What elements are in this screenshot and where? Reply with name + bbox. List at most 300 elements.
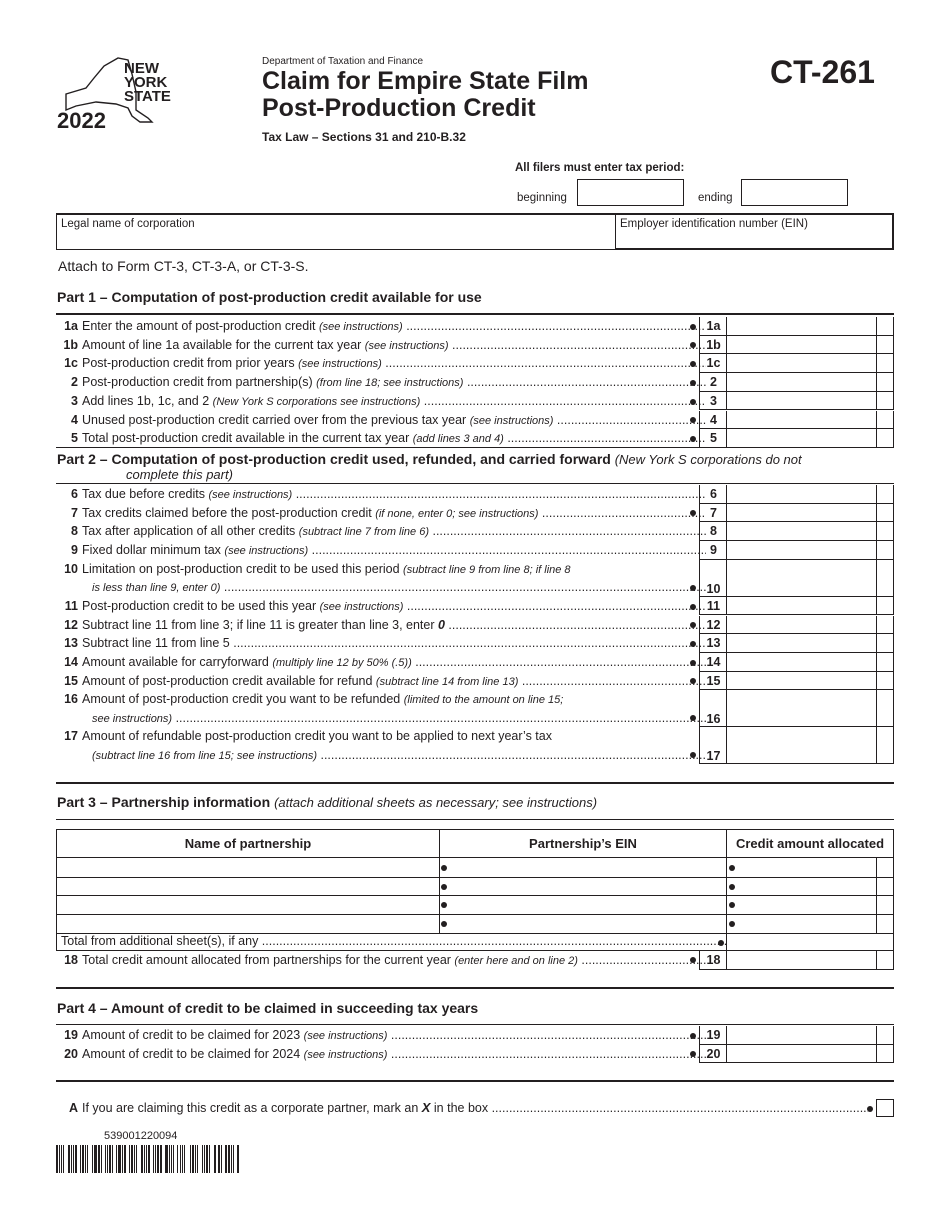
- barcode-number: 539001220094: [104, 1130, 178, 1142]
- barcode-bar: [155, 1145, 156, 1173]
- barcode-bar: [186, 1145, 189, 1173]
- state-logo-text: [124, 62, 184, 104]
- line-number: 14: [64, 654, 78, 669]
- line-12-amount-input[interactable]: [726, 616, 894, 635]
- line-number: 1c: [64, 356, 78, 371]
- line-13-amount-input[interactable]: [726, 634, 894, 653]
- line-note: (New York S corporations see instructions): [212, 395, 421, 408]
- barcode-bar: [136, 1145, 137, 1173]
- line-10-box-label: 10: [699, 560, 727, 597]
- barcode-bar: [148, 1145, 150, 1173]
- line-6-box-label: 6: [699, 485, 727, 504]
- barcode-bar: [73, 1145, 74, 1173]
- barcode-bar: [197, 1145, 198, 1173]
- line-note: (see instructions): [469, 414, 554, 427]
- barcode-bar: [134, 1145, 135, 1173]
- barcode-bar: [105, 1145, 106, 1173]
- line-text: Post-production credit to be used this year: [82, 598, 320, 613]
- cents-divider: [876, 672, 877, 691]
- barcode-bar: [206, 1145, 208, 1173]
- line-number: 1b: [63, 337, 78, 352]
- partnership-ein-input[interactable]: [439, 877, 727, 897]
- line-18-input[interactable]: [726, 951, 894, 970]
- line-note: (see instructions): [319, 600, 404, 613]
- barcode-bar: [71, 1145, 72, 1173]
- part3-top-rule: [56, 782, 894, 784]
- line-note: (see instructions): [303, 1048, 388, 1061]
- barcode-bar: [180, 1145, 182, 1173]
- line-number: 7: [71, 505, 78, 520]
- bullet-line-5: [690, 436, 696, 442]
- barcode-bar: [177, 1145, 178, 1173]
- line-number: 9: [71, 543, 78, 558]
- line-16-box-label: 16: [699, 690, 727, 727]
- cents-divider: [876, 877, 877, 896]
- cents-divider: [876, 914, 877, 933]
- line-number: 6: [71, 487, 78, 501]
- line-text: Post-production credit from partnership(s): [82, 375, 317, 390]
- line-17-box-label: 17: [699, 727, 727, 764]
- line-18-box-label: 18: [699, 951, 727, 970]
- barcode-bar: [225, 1145, 227, 1173]
- line-number: 4: [71, 412, 78, 427]
- line-16-continued: [56, 709, 706, 727]
- barcode-bar: [235, 1145, 236, 1173]
- form-title-line2: Post-Production Credit: [262, 94, 536, 122]
- part3-rule: [56, 819, 894, 820]
- cents-divider: [876, 634, 877, 653]
- partnership-name-input[interactable]: [56, 877, 440, 897]
- line-19-box-label: 19: [699, 1026, 727, 1045]
- line-a-letter: A: [68, 1101, 78, 1115]
- department-name: Department of Taxation and Finance: [262, 56, 424, 67]
- bullet-line-11: [690, 604, 696, 610]
- line-8-amount-input[interactable]: [726, 522, 894, 541]
- cents-divider: [876, 504, 877, 523]
- cents-divider: [876, 429, 877, 448]
- line-1c-amount-input[interactable]: [726, 354, 894, 373]
- line-number: 17: [64, 729, 78, 744]
- partnership-credit-input[interactable]: [726, 914, 894, 934]
- corporate-partner-checkbox[interactable]: [876, 1099, 894, 1117]
- line-note: (see instructions): [224, 545, 309, 558]
- line-note: (see instructions): [298, 358, 382, 371]
- line-number: 10: [64, 561, 78, 576]
- line-14-box-label: 14: [699, 653, 727, 672]
- line-18-number: 18: [64, 953, 78, 967]
- line-9-amount-input[interactable]: [726, 541, 894, 560]
- line-a-mark: X: [421, 1100, 431, 1115]
- line-20: [56, 1045, 706, 1063]
- barcode-bar: [109, 1145, 111, 1173]
- cents-divider: [876, 392, 877, 411]
- barcode-bar: [165, 1145, 168, 1173]
- attach-note: Attach to Form CT-3, CT-3-A, or CT-3-S.: [58, 258, 309, 274]
- cents-divider: [876, 373, 877, 392]
- total-additional-input[interactable]: [726, 933, 894, 951]
- line-note-continued: (subtract line 16 from line 15; see instructions): [92, 749, 317, 762]
- bullet-line-10: [690, 585, 696, 591]
- line-number: 15: [64, 673, 78, 688]
- line-number: 11: [64, 598, 78, 613]
- barcode-bar: [169, 1145, 170, 1173]
- line-text: Amount of line 1a available for the current tax year: [82, 337, 365, 352]
- partnership-name-input[interactable]: [56, 895, 440, 915]
- barcode-bar: [195, 1145, 196, 1173]
- line-3: [56, 392, 706, 410]
- line-5: [56, 429, 706, 447]
- line-text: Subtract line 11 from line 3; if line 11 is greater than line 3, enter: [82, 617, 438, 632]
- barcode-bar: [101, 1145, 102, 1173]
- cents-divider: [876, 895, 877, 914]
- line-text: Add lines 1b, 1c, and 2: [82, 393, 213, 408]
- tax-law-reference: Tax Law – Sections 31 and 210-B.32: [262, 130, 466, 144]
- barcode-bar: [122, 1145, 123, 1173]
- line-1a-box-label: 1a: [699, 317, 727, 336]
- line-18-note: (enter here and on line 2): [454, 955, 578, 967]
- line-20-box-label: 20: [699, 1045, 727, 1064]
- cents-divider: [876, 560, 877, 597]
- ein-field[interactable]: [615, 213, 894, 250]
- barcode-bar: [221, 1145, 222, 1173]
- cents-divider: [876, 1026, 877, 1045]
- line-note: (from line 18; see instructions): [316, 377, 464, 390]
- partnership-ein-input[interactable]: [439, 914, 727, 934]
- line-note-continued: is less than line 9, enter 0): [92, 582, 221, 595]
- line-note: (limited to the amount on line 15;: [403, 694, 564, 707]
- partnership-credit-input[interactable]: [726, 895, 894, 915]
- barcode-bar: [65, 1145, 67, 1173]
- line-17: [56, 727, 706, 745]
- barcode-bar: [92, 1145, 93, 1173]
- form-title-line1: Claim for Empire State Film: [262, 67, 589, 95]
- cents-divider: [876, 727, 877, 764]
- barcode-bar: [146, 1145, 147, 1173]
- barcode-bar: [103, 1145, 104, 1173]
- barcode-bar: [192, 1145, 194, 1173]
- cents-divider: [876, 690, 877, 727]
- line-text: Amount of post-production credit available for refund: [82, 673, 376, 688]
- line-12-box-label: 12: [699, 616, 727, 635]
- barcode-bar: [116, 1145, 117, 1173]
- barcode-bar: [153, 1145, 154, 1173]
- line-text: Tax due before credits: [82, 487, 209, 501]
- barcode-bar: [107, 1145, 109, 1173]
- bullet-line-14: [690, 660, 696, 666]
- barcode-bar: [204, 1145, 205, 1173]
- barcode-bar: [231, 1145, 232, 1173]
- bullet-ein: [441, 884, 447, 890]
- bullet-line-18: [690, 957, 696, 963]
- line-text: Amount of credit to be claimed for 2023: [82, 1028, 304, 1042]
- line-2-amount-input[interactable]: [726, 373, 894, 392]
- line-note: (subtract line 14 from line 13): [375, 675, 519, 688]
- tax-period-ending-label: ending: [698, 192, 733, 204]
- barcode-bar: [138, 1145, 140, 1173]
- bullet-line-1a: [690, 324, 696, 330]
- line-5-box-label: 5: [699, 429, 727, 448]
- line-number: 1a: [64, 319, 78, 333]
- line-6: [56, 485, 706, 503]
- part2-title-note2: complete this part): [126, 467, 233, 482]
- bullet-line-13: [690, 641, 696, 647]
- line-note: (add lines 3 and 4): [412, 433, 504, 446]
- part4-title: Part 4 – Amount of credit to be claimed in succeeding tax years: [57, 1000, 479, 1016]
- line-1a: [56, 317, 706, 335]
- line-text: Fixed dollar minimum tax: [82, 543, 225, 558]
- part2-title: [57, 451, 897, 467]
- tax-period-label: All filers must enter tax period:: [515, 162, 685, 174]
- cents-divider: [876, 541, 877, 560]
- bullet-total-additional: [718, 940, 724, 946]
- line-text: Amount of post-production credit you want to be refunded: [82, 692, 404, 707]
- line-note: (if none, enter 0; see instructions): [375, 507, 539, 520]
- barcode-bar: [131, 1145, 133, 1173]
- barcode-bar: [233, 1145, 234, 1173]
- line-text: Tax credits claimed before the post-production credit: [82, 505, 376, 520]
- line-note: (multiply line 12 by 50% (.5)): [272, 656, 412, 669]
- line-11: [56, 597, 706, 615]
- line-5-amount-input[interactable]: [726, 429, 894, 448]
- cents-divider: [876, 616, 877, 635]
- barcode: [56, 1145, 240, 1173]
- line-number: 12: [64, 617, 78, 632]
- line-text: Amount available for carryforward: [82, 654, 273, 669]
- line-6-amount-input[interactable]: [726, 485, 894, 504]
- line-4-amount-input[interactable]: [726, 411, 894, 430]
- part2-title-note: (New York S corporations do not: [614, 452, 802, 467]
- bullet-line-a: [867, 1106, 873, 1112]
- line-16-amount-input[interactable]: [726, 690, 894, 727]
- barcode-bar: [211, 1145, 213, 1173]
- line-text: Subtract line 11 from line 5: [82, 636, 234, 651]
- line-text: Enter the amount of post-production credit: [82, 319, 319, 333]
- cents-divider: [876, 522, 877, 541]
- line-number: 20: [64, 1046, 78, 1061]
- line-number: 19: [64, 1028, 78, 1042]
- col-header-partnership-ein: Partnership’s EIN: [439, 829, 727, 858]
- line-17-continued: [56, 746, 706, 764]
- cents-divider: [876, 411, 877, 430]
- barcode-bar: [124, 1145, 126, 1173]
- barcode-bar: [56, 1145, 58, 1173]
- state-logo-word: STATE: [124, 88, 171, 105]
- line-4: [56, 411, 706, 429]
- line-20-amount-input[interactable]: [726, 1045, 894, 1064]
- line-note: (see instructions): [303, 1030, 388, 1042]
- barcode-bar: [78, 1145, 79, 1173]
- tax-period-beginning-label: beginning: [517, 192, 567, 204]
- part2-title-text: Part 2 – Computation of post-production credit used, refunded, and carried forward: [57, 451, 611, 467]
- cents-divider: [876, 354, 877, 373]
- line-14-amount-input[interactable]: [726, 653, 894, 672]
- part3-title-text: Part 3 – Partnership information: [57, 794, 271, 810]
- barcode-bar: [160, 1145, 162, 1173]
- bullet-credit: [729, 884, 735, 890]
- line-8-box-label: 8: [699, 522, 727, 541]
- form-year: 2022: [57, 108, 106, 133]
- line-10-amount-input[interactable]: [726, 560, 894, 597]
- line-11-amount-input[interactable]: [726, 597, 894, 616]
- line-15-box-label: 15: [699, 672, 727, 691]
- line-number: 16: [64, 692, 78, 707]
- barcode-bar: [171, 1145, 172, 1173]
- legal-name-field[interactable]: [56, 213, 616, 250]
- line-note: (subtract line 9 from line 8; if line 8: [403, 563, 571, 576]
- line-number: 13: [64, 636, 78, 651]
- bullet-credit: [729, 865, 735, 871]
- barcode-bar: [218, 1145, 221, 1173]
- barcode-bar: [112, 1145, 113, 1173]
- barcode-bar: [144, 1145, 145, 1173]
- barcode-bar: [190, 1145, 191, 1173]
- barcode-bar: [89, 1145, 91, 1173]
- partnership-name-input[interactable]: [56, 914, 440, 934]
- barcode-bar: [199, 1145, 201, 1173]
- state-logo-word: YORK: [124, 74, 168, 91]
- barcode-bar: [202, 1145, 203, 1173]
- line-number: 8: [71, 524, 78, 539]
- cents-divider: [876, 485, 877, 504]
- partnership-credit-input[interactable]: [726, 877, 894, 897]
- line-14: [56, 653, 706, 671]
- partnership-ein-input[interactable]: [439, 858, 727, 878]
- line-1b-amount-input[interactable]: [726, 336, 894, 355]
- barcode-bar: [184, 1145, 185, 1173]
- part1-rule: [56, 313, 894, 315]
- line-note: (see instructions): [208, 489, 293, 501]
- bullet-line-2: [690, 380, 696, 386]
- barcode-bar: [98, 1145, 100, 1173]
- line-4-box-label: 4: [699, 411, 727, 430]
- line-1c-box-label: 1c: [699, 354, 727, 373]
- barcode-bar: [68, 1145, 70, 1173]
- line-3-amount-input[interactable]: [726, 392, 894, 411]
- line-15-amount-input[interactable]: [726, 672, 894, 691]
- line-10: [56, 560, 706, 578]
- line-7-box-label: 7: [699, 504, 727, 523]
- barcode-bar: [215, 1145, 216, 1173]
- barcode-bar: [82, 1145, 84, 1173]
- barcode-bar: [209, 1145, 210, 1173]
- line-12: [56, 616, 706, 634]
- line-13-box-label: 13: [699, 634, 727, 653]
- line-19-amount-input[interactable]: [726, 1026, 894, 1045]
- ein-label: Employer identification number (EIN): [620, 218, 808, 230]
- line-18: [56, 951, 706, 969]
- line-1b: [56, 336, 706, 354]
- barcode-bar: [129, 1145, 130, 1173]
- line-9-box-label: 9: [699, 541, 727, 560]
- line-1a-amount-input[interactable]: [726, 317, 894, 336]
- barcode-bar: [141, 1145, 144, 1173]
- line-note: (see instructions): [364, 339, 449, 352]
- line-a-top-rule: [56, 1080, 894, 1082]
- line-number: 5: [71, 431, 78, 446]
- part3-title: [57, 794, 597, 810]
- part1-title: Part 1 – Computation of post-production credit available for use: [57, 289, 482, 305]
- line-number: 2: [71, 375, 78, 390]
- line-10-continued: [56, 578, 706, 596]
- line-note: 0: [437, 617, 445, 632]
- barcode-bar: [157, 1145, 159, 1173]
- part4-rule: [56, 1024, 894, 1025]
- tax-period-ending-input[interactable]: [741, 179, 848, 206]
- barcode-bar: [151, 1145, 152, 1173]
- line-18-cents: [876, 951, 877, 970]
- line-2-box-label: 2: [699, 373, 727, 392]
- line-13: [56, 634, 706, 652]
- part4-top-rule: [56, 987, 894, 989]
- form-title: [262, 68, 588, 122]
- barcode-bar: [59, 1145, 60, 1173]
- bullet-line-3: [690, 399, 696, 405]
- barcode-bar: [182, 1145, 183, 1173]
- line-note: (see instructions): [318, 321, 403, 333]
- line-7: [56, 504, 706, 522]
- cents-divider: [876, 858, 877, 877]
- barcode-bar: [75, 1145, 78, 1173]
- line-1c: [56, 354, 706, 372]
- form-number: CT-261: [770, 54, 875, 90]
- partnership-credit-input[interactable]: [726, 858, 894, 878]
- barcode-bar: [173, 1145, 175, 1173]
- bullet-ein: [441, 865, 447, 871]
- partnership-ein-input[interactable]: [439, 895, 727, 915]
- cents-divider: [876, 597, 877, 616]
- partnership-name-input[interactable]: [56, 858, 440, 878]
- barcode-bar: [163, 1145, 164, 1173]
- col-header-credit-allocated: Credit amount allocated: [726, 829, 894, 858]
- part3-title-note: (attach additional sheets as necessary; see instructions): [274, 795, 598, 810]
- line-2: [56, 373, 706, 391]
- barcode-bar: [80, 1145, 81, 1173]
- line-note-continued: see instructions): [92, 712, 173, 725]
- cents-divider: [876, 1045, 877, 1064]
- barcode-bar: [237, 1145, 239, 1173]
- line-19: [56, 1026, 706, 1044]
- barcode-bar: [94, 1145, 97, 1173]
- cents-divider: [876, 653, 877, 672]
- col-header-partnership-name: Name of partnership: [56, 829, 440, 858]
- line-text: Amount of refundable post-production credit you want to be applied to next year’s tax: [82, 729, 552, 744]
- state-logo-word: NEW: [124, 60, 159, 77]
- barcode-bar: [228, 1145, 230, 1173]
- barcode-bar: [61, 1145, 62, 1173]
- cents-divider: [876, 336, 877, 355]
- part2-rule: [56, 483, 894, 484]
- line-number: 3: [71, 393, 78, 408]
- line-18-text: Total credit amount allocated from partnerships for the current year: [82, 953, 455, 967]
- line-17-amount-input[interactable]: [726, 727, 894, 764]
- barcode-bar: [85, 1145, 86, 1173]
- bullet-line-19: [690, 1033, 696, 1039]
- line-7-amount-input[interactable]: [726, 504, 894, 523]
- line-1b-box-label: 1b: [699, 336, 727, 355]
- line-15: [56, 672, 706, 690]
- line-text: Total post-production credit available in the current tax year: [82, 431, 413, 446]
- tax-period-beginning-input[interactable]: [577, 179, 684, 206]
- line-11-box-label: 11: [699, 597, 727, 616]
- line-text: Unused post-production credit carried over from the previous tax year: [82, 412, 470, 427]
- total-additional-text: Total from additional sheet(s), if any .....: [61, 934, 726, 948]
- line-a-text-after: in the box: [430, 1101, 489, 1115]
- barcode-bar: [63, 1145, 64, 1173]
- barcode-bar: [114, 1145, 115, 1173]
- legal-name-label: Legal name of corporation: [61, 218, 195, 230]
- cents-divider: [876, 317, 877, 336]
- barcode-bar: [214, 1145, 215, 1173]
